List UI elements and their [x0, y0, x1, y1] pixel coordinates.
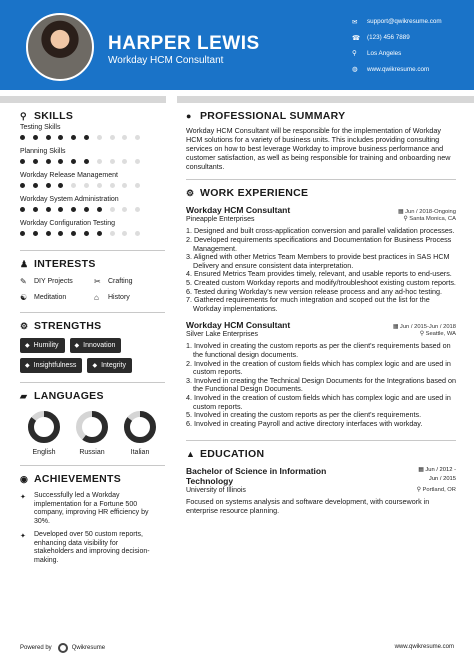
- rating-dot: [97, 207, 102, 212]
- star-icon: ✦: [20, 494, 26, 501]
- mail-icon: ✉: [352, 18, 358, 26]
- job-bullet: 5. Involved in creating the custom reports as per the client's requirements.: [186, 410, 422, 420]
- summary-heading: ● PROFESSIONAL SUMMARY: [186, 110, 346, 122]
- rating-dot: [84, 207, 89, 212]
- job-bullet: 4. Involved in the creation of custom fields which has complex logic and are used in custom reports.: [186, 392, 451, 411]
- skills-list: [20, 124, 165, 244]
- job-location: ⚲ Santa Monica, CA: [403, 216, 456, 223]
- job-entry: [186, 205, 456, 313]
- job-entry: [186, 320, 456, 428]
- contact-row[interactable]: ⚲ Los Angeles: [352, 49, 402, 58]
- education-entry: [186, 466, 456, 486]
- company-name: Silver Lake Enterprises: [186, 331, 258, 339]
- rating-dot: [20, 135, 25, 140]
- museum-icon: ⌂: [94, 292, 99, 302]
- check-icon: ◆: [92, 363, 98, 369]
- header-divider: [0, 96, 474, 103]
- footer: [0, 632, 474, 670]
- skill-name: Workday System Administration: [20, 196, 119, 203]
- language-item: [68, 410, 116, 456]
- rating-dot: [20, 183, 25, 188]
- strength-tag: ◆ Innovation: [70, 338, 122, 353]
- summary-text: Workday HCM Consultant will be responsible for the implementation of Workday HCM solutions for a variety of business units. This includes providing consulting services on how to best leverage Workday to improve business performance and customer satisfaction, as well as being responsible for training and onboarding new consultants.: [186, 126, 451, 172]
- skill-rating: [20, 205, 165, 220]
- section-rule: [20, 250, 165, 251]
- rating-dot: [46, 183, 51, 188]
- meditation-icon: ☯: [20, 292, 28, 302]
- skill-rating: [20, 133, 165, 148]
- achievement-item: ✦ Developed over 50 custom reports, enhancing data visibility for stakeholders and improving decision-making.: [20, 531, 150, 564]
- experience-heading: ⚙ WORK EXPERIENCE: [186, 187, 309, 200]
- rating-dot: [110, 183, 115, 188]
- rating-dot: [122, 159, 127, 164]
- header-banner: [0, 0, 474, 90]
- trophy-icon: ◉: [20, 473, 29, 484]
- rating-dot: [110, 207, 115, 212]
- tools-icon: ✎: [20, 276, 27, 286]
- section-rule: [20, 312, 165, 313]
- rating-dot: [71, 135, 76, 140]
- rating-dot: [71, 231, 76, 236]
- rating-dot: [33, 135, 38, 140]
- check-icon: ◆: [74, 343, 80, 349]
- education-dates: ▦ Jun / 2012 - Jun / 2015: [418, 467, 456, 482]
- job-title: Workday HCM Consultant: [186, 205, 291, 216]
- interest-item: ☯ Meditation: [20, 292, 67, 302]
- achievements-list: [20, 492, 165, 565]
- job-title-row: [186, 320, 456, 330]
- rating-dot: [33, 207, 38, 212]
- section-rule: [186, 440, 456, 441]
- skill-name: Workday Release Management: [20, 172, 118, 179]
- candidate-name: HARPER LEWIS: [108, 33, 260, 54]
- education-heading: ▲ EDUCATION: [186, 448, 265, 461]
- job-title-row: [186, 205, 456, 215]
- interest-item: ✎ DIY Projects: [20, 276, 73, 286]
- strengths-heading: ⚙ STRENGTHS: [20, 320, 102, 332]
- school: University of Illinois: [186, 487, 246, 495]
- jobs-list: [186, 205, 456, 428]
- contact-list: [352, 14, 472, 77]
- skill-name: Testing Skills: [20, 124, 61, 131]
- scissors-icon: ✂: [94, 276, 101, 286]
- rating-dot: [46, 159, 51, 164]
- languages-list: [20, 410, 165, 456]
- right-column: [186, 108, 456, 515]
- company-name: Pineapple Enterprises: [186, 216, 255, 224]
- skill-name: Workday Configuration Testing: [20, 220, 116, 227]
- rating-dot: [135, 231, 140, 236]
- rating-dot: [122, 183, 127, 188]
- strength-tag: ◆ Insightfulness: [20, 358, 82, 373]
- rating-dot: [84, 231, 89, 236]
- job-bullet: 3. Involved in creating the Technical Design Documents for the Integrations based on the Functional Design Documents.: [186, 375, 456, 394]
- rating-dot: [46, 207, 51, 212]
- section-rule: [20, 465, 165, 466]
- left-column: [20, 108, 165, 565]
- job-location: ⚲ Seattle, WA: [419, 331, 456, 338]
- interest-item: ✂ Crafting: [94, 276, 133, 286]
- rating-dot: [20, 159, 25, 164]
- strength-icon: ⚙: [20, 320, 29, 331]
- language-name: Italian: [130, 449, 150, 456]
- rating-dot: [46, 135, 51, 140]
- strengths-list: [20, 338, 165, 373]
- job-bullets: [186, 342, 456, 428]
- star-icon: ✦: [20, 533, 26, 540]
- strength-tag: ◆ Humility: [20, 338, 65, 353]
- job-bullet: 2. Involved in the creation of custom fields which has complex logic and are used in custom reports.: [186, 358, 451, 377]
- rating-dot: [135, 135, 140, 140]
- rating-dot: [71, 207, 76, 212]
- language-name: Russian: [79, 449, 105, 456]
- skill-rating: [20, 229, 165, 244]
- skill-rating: [20, 181, 165, 196]
- calendar-icon: ▦: [397, 209, 406, 216]
- footer-brand[interactable]: Powered by Qwikresume: [20, 645, 106, 651]
- rating-dot: [71, 183, 76, 188]
- qwikresume-logo-icon: [58, 643, 68, 653]
- rating-dot: [33, 159, 38, 164]
- job-bullet: 5. Created custom Workday reports and modify/troubleshoot existing custom reports.: [186, 278, 456, 288]
- strength-tag: ◆ Integrity: [87, 358, 132, 373]
- interest-item: ⌂ History: [94, 292, 130, 302]
- rating-dot: [33, 183, 38, 188]
- interests-heading: ♟ INTERESTS: [20, 258, 96, 270]
- degree: Bachelor of Science in Information Technology: [186, 466, 327, 487]
- rating-dot: [97, 183, 102, 188]
- rating-dot: [97, 231, 102, 236]
- graduation-cap-icon: ▲: [186, 449, 196, 460]
- section-rule: [20, 382, 165, 383]
- contact-row[interactable]: ☎ (123) 456 7889: [352, 34, 410, 42]
- rating-dot: [135, 159, 140, 164]
- rating-dot: [58, 231, 63, 236]
- calendar-icon: ▦: [392, 324, 400, 331]
- skill-rating: [20, 157, 165, 172]
- job-bullets: [186, 227, 456, 313]
- globe-icon: ◍: [352, 66, 358, 74]
- location-pin-icon: ⚲: [419, 331, 426, 338]
- achievements-heading: ◉ ACHIEVEMENTS: [20, 473, 122, 485]
- rating-dot: [33, 231, 38, 236]
- language-proficiency-ring: [75, 410, 109, 444]
- rating-dot: [46, 231, 51, 236]
- skills-heading: ⚲ SKILLS: [20, 110, 74, 122]
- rating-dot: [58, 207, 63, 212]
- rating-dot: [110, 135, 115, 140]
- job-dates: ▦ Jun / 2018-Ongoing: [397, 209, 456, 216]
- job-bullet: 1. Designed and built cross-application conversion and parallel validation processes.: [186, 226, 455, 236]
- rating-dot: [20, 207, 25, 212]
- languages-heading: ▰ LANGUAGES: [20, 390, 104, 402]
- interests-icon: ♟: [20, 258, 29, 269]
- rating-dot: [122, 135, 127, 140]
- rating-dot: [58, 135, 63, 140]
- footer-url[interactable]: www.qwikresume.com: [394, 644, 454, 650]
- rating-dot: [71, 159, 76, 164]
- section-rule: [186, 179, 456, 180]
- interests-list: [20, 276, 165, 302]
- language-item: [20, 410, 68, 456]
- user-icon: ●: [186, 111, 192, 121]
- rating-dot: [97, 135, 102, 140]
- rating-dot: [84, 135, 89, 140]
- job-title: Workday HCM Consultant: [186, 320, 291, 331]
- job-bullet: 7. Gathered requirements for much integration and scoped out the list for the Workday implementations.: [186, 295, 430, 313]
- job-bullet: 2. Developed requirements specifications and Documentation for Business Process Management.: [186, 235, 452, 253]
- rating-dot: [110, 231, 115, 236]
- location-pin-icon: ⚲: [416, 487, 423, 494]
- phone-icon: ☎: [352, 34, 361, 42]
- rating-dot: [20, 231, 25, 236]
- language-name: English: [32, 449, 56, 456]
- achievement-item: ✦ Successfully led a Workday implementation for a Fortune 500 company, improving HR efficiency by 30%.: [20, 492, 149, 525]
- contact-row[interactable]: ✉ support@qwikresume.com: [352, 18, 442, 26]
- rating-dot: [135, 183, 140, 188]
- job-bullet: 3. Aligned with other Metrics Team Members to provide best practices in SAS HCM Delivery and ensure consistent data interpretation.: [186, 252, 450, 270]
- job-bullet: 6. Tested during Workday's new version release process and any ad-hoc testing.: [186, 286, 443, 296]
- rating-dot: [122, 231, 127, 236]
- gear-icon: ⚙: [186, 187, 195, 198]
- rating-dot: [97, 159, 102, 164]
- language-item: [116, 410, 164, 456]
- check-icon: ◆: [25, 343, 30, 349]
- rating-dot: [84, 183, 89, 188]
- skill-name: Planning Skills: [20, 148, 66, 155]
- job-bullet: 4. Ensured Metrics Team provides timely, relevant, and usable reports to end-users.: [186, 269, 452, 279]
- calendar-icon: ▦: [418, 467, 426, 474]
- job-dates: ▦ Jun / 2015-Jun / 2018: [392, 324, 456, 331]
- lightbulb-icon: ⚲: [20, 110, 27, 121]
- language-proficiency-ring: [123, 410, 157, 444]
- contact-row[interactable]: ◍ www.qwikresume.com: [352, 65, 430, 74]
- education-location: ⚲ Portland, OR: [416, 487, 456, 494]
- location-icon: ⚲: [352, 50, 357, 58]
- job-bullet: 1. Involved in creating the custom reports as per the client's requirements based on the functional design documents.: [186, 341, 451, 359]
- education-school-row: [186, 487, 456, 494]
- rating-dot: [58, 159, 63, 164]
- check-icon: ◆: [25, 363, 30, 369]
- candidate-role: Workday HCM Consultant: [108, 55, 224, 66]
- profile-photo: [26, 13, 94, 81]
- education-description: Focused on systems analysis and software development, with coursework in enterprise resource planning.: [186, 497, 430, 516]
- job-bullet: 6. Involved in creating Payroll and active directory interfaces with workday.: [186, 418, 423, 428]
- rating-dot: [122, 207, 127, 212]
- rating-dot: [58, 183, 63, 188]
- language-proficiency-ring: [27, 410, 61, 444]
- location-pin-icon: ⚲: [403, 216, 410, 223]
- rating-dot: [84, 159, 89, 164]
- rating-dot: [135, 207, 140, 212]
- rating-dot: [110, 159, 115, 164]
- language-icon: ▰: [20, 390, 28, 401]
